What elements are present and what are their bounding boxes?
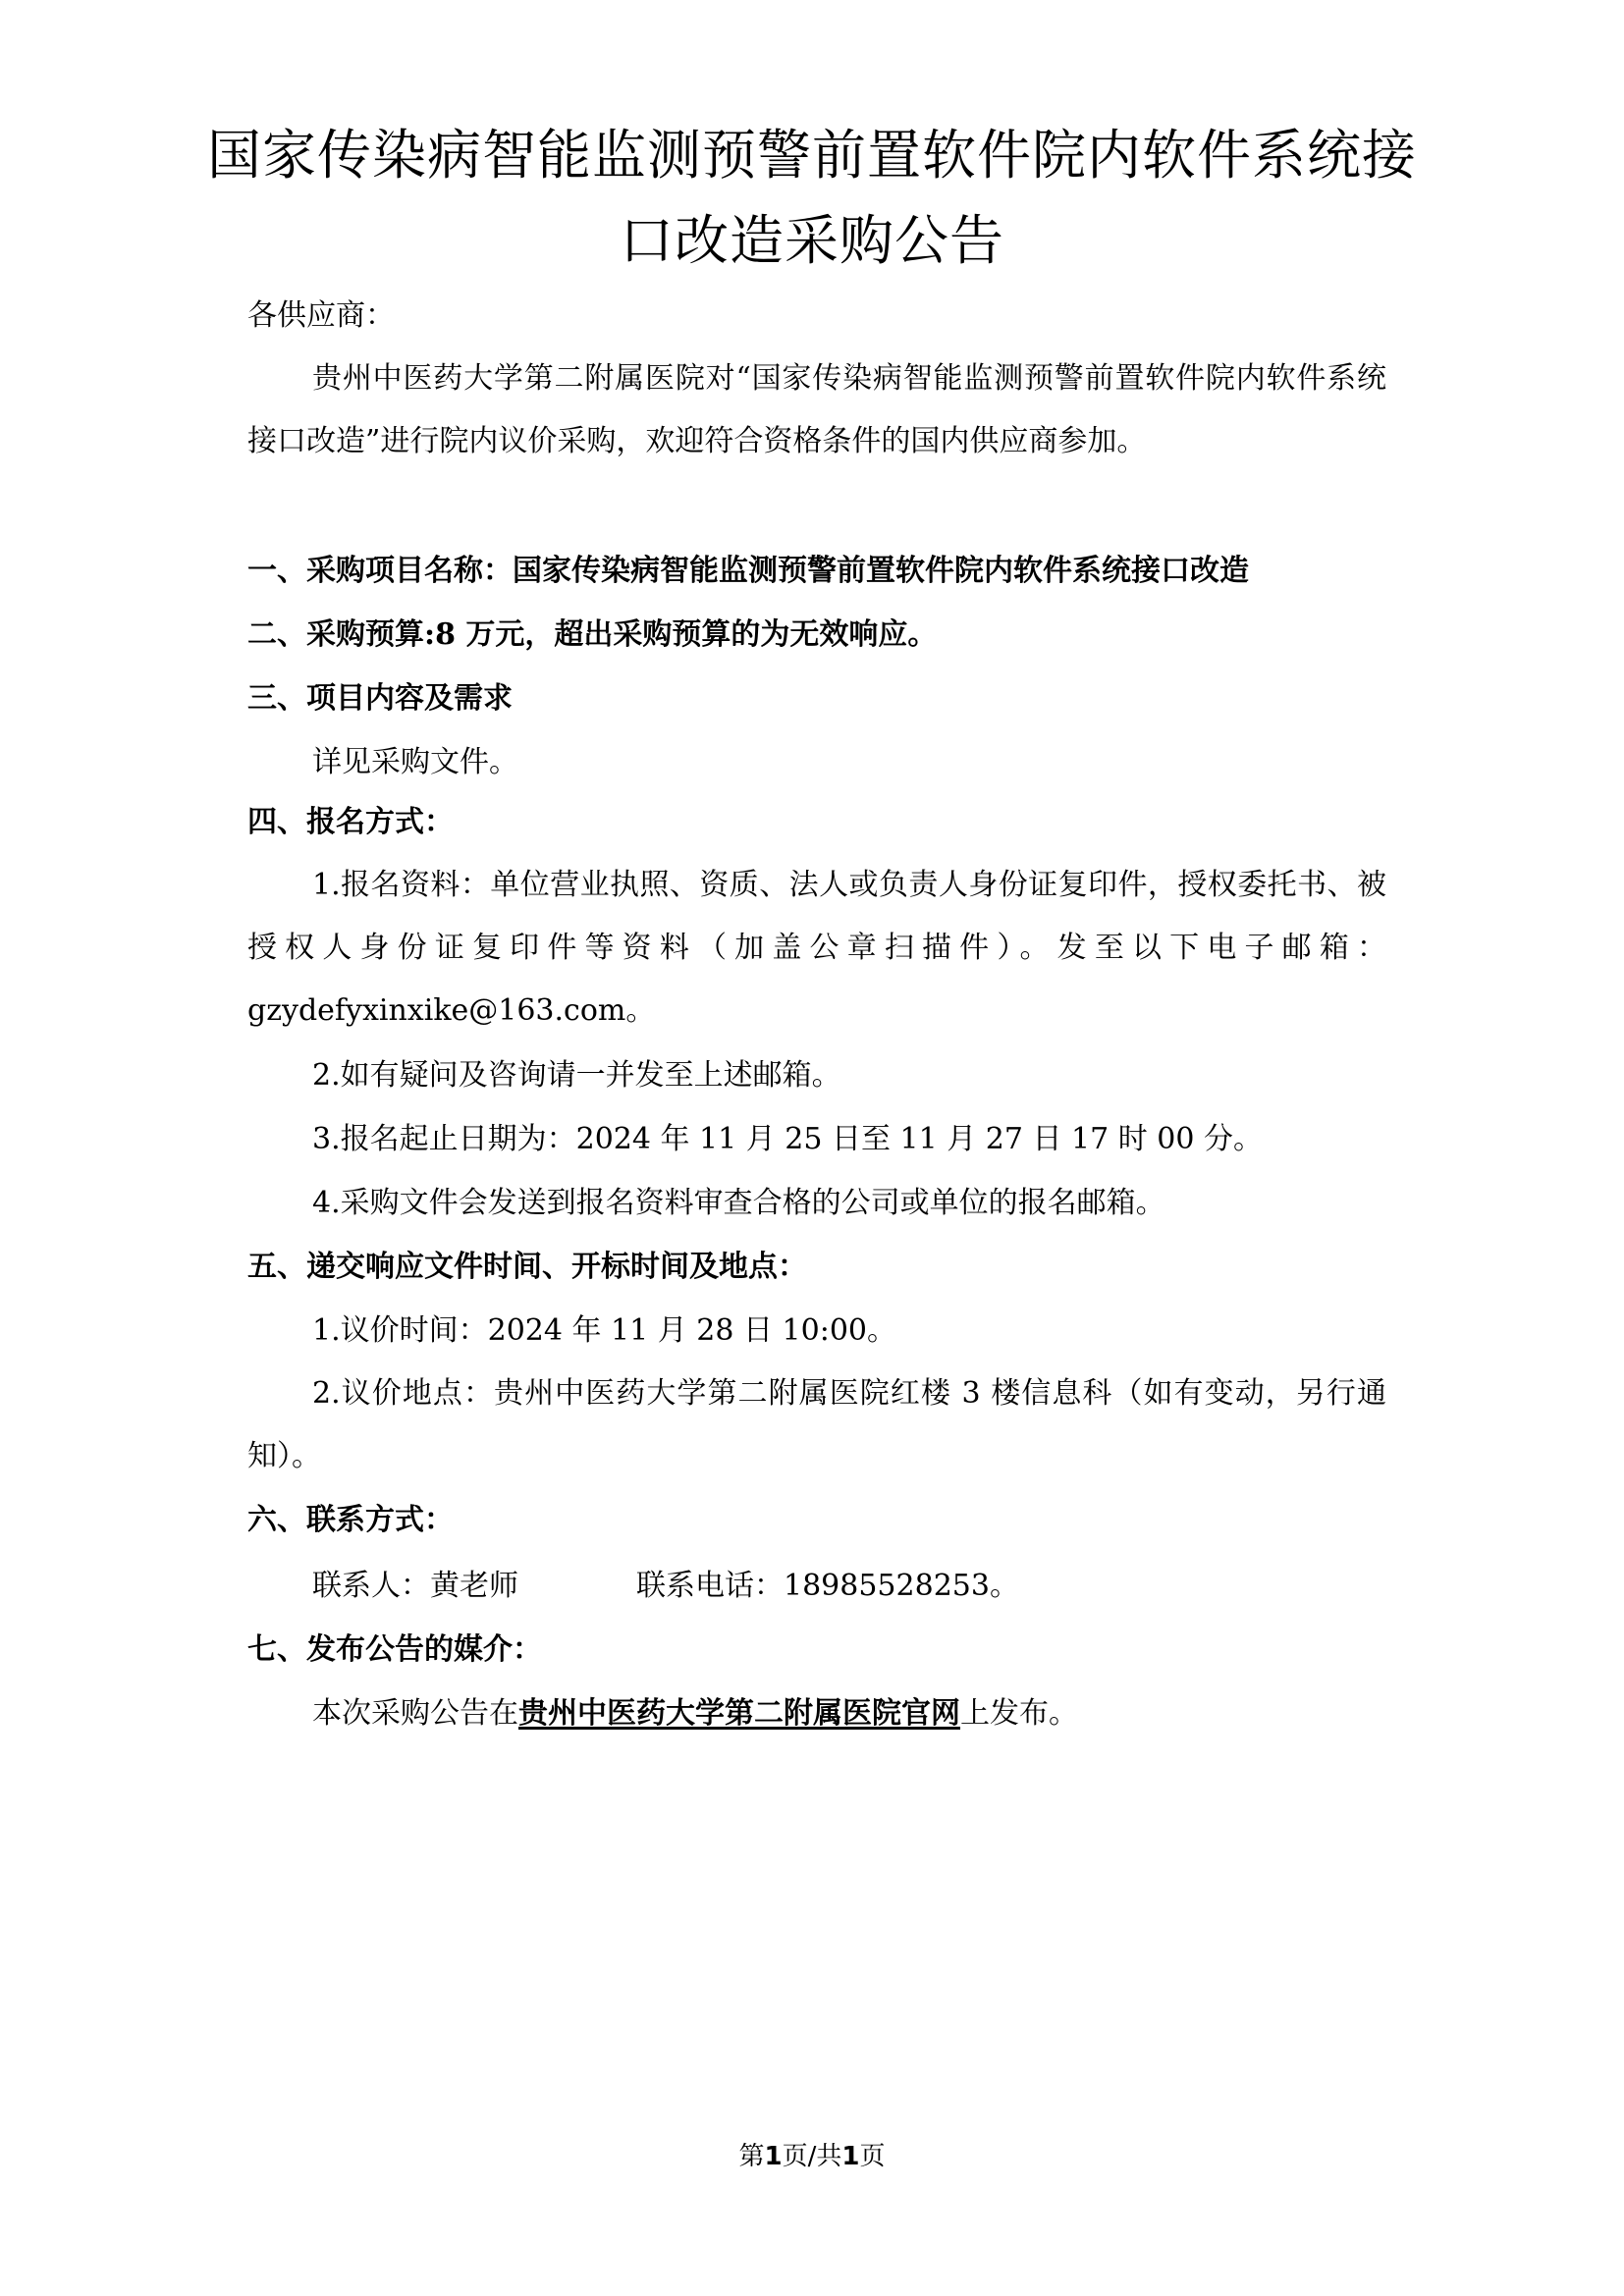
- greeting: 各供应商：: [247, 298, 395, 333]
- media-prefix: 本次采购公告在: [312, 1696, 518, 1731]
- section-4-item-1: 1.报名资料：单位营业执照、资质、法人或负责人身份证复印件，授权委托书、被授权人身份证复印件等资料（加盖公章扫描件）。发至以下电子邮箱：gzydefyxinxike@163.com。: [247, 868, 1386, 1028]
- media-suffix: 上发布。: [960, 1696, 1078, 1731]
- section-5-item-1: 1.议价时间：2024 年 11 月 28 日 10:00。: [312, 1313, 896, 1348]
- page-footer: [0, 2140, 1624, 2173]
- section-4-item-4: 4.采购文件会发送到报名资料审查合格的公司或单位的报名邮箱。: [312, 1186, 1165, 1220]
- footer-prefix: 第: [738, 2142, 765, 2171]
- footer-middle: 页/共: [782, 2142, 842, 2171]
- footer-suffix: 页: [859, 2142, 886, 2171]
- section-6-heading: 六、联系方式：: [247, 1503, 454, 1537]
- section-1-project-name: 一、采购项目名称：国家传染病智能监测预警前置软件院内软件系统接口改造: [247, 554, 1249, 588]
- footer-total-pages: 1: [841, 2142, 860, 2171]
- section-3-body: 详见采购文件。: [312, 745, 518, 779]
- contact-phone: 联系电话：18985528253。: [636, 1569, 1019, 1603]
- section-7-heading: 七、发布公告的媒介：: [247, 1632, 542, 1667]
- hospital-website-link[interactable]: 贵州中医药大学第二附属医院官网: [518, 1696, 960, 1731]
- section-4-item-2: 2.如有疑问及咨询请一并发至上述邮箱。: [312, 1058, 841, 1093]
- section-7-body: [312, 1694, 1078, 1734]
- section-4-heading: 四、报名方式：: [247, 805, 454, 839]
- section-5-heading: 五、递交响应文件时间、开标时间及地点：: [247, 1250, 807, 1284]
- document-title-line-1: 国家传染病智能监测预警前置软件院内软件系统接: [206, 124, 1417, 187]
- intro-paragraph: 贵州中医药大学第二附属医院对“国家传染病智能监测预警前置软件院内软件系统接口改造”进行院内议价采购，欢迎符合资格条件的国内供应商参加。: [247, 361, 1386, 458]
- contact-person: 联系人：黄老师: [312, 1569, 518, 1603]
- section-5-item-2: 2.议价地点：贵州中医药大学第二附属医院红楼 3 楼信息科（如有变动，另行通知）。: [247, 1376, 1386, 1473]
- document-title-line-2: 口改造采购公告: [619, 209, 1004, 272]
- footer-page-number: 1: [764, 2142, 783, 2171]
- section-3-heading: 三、项目内容及需求: [247, 681, 513, 716]
- contact-line: [312, 1567, 1019, 1606]
- section-4-item-3: 3.报名起止日期为：2024 年 11 月 25 日至 11 月 27 日 17 时 00 分。: [312, 1122, 1263, 1156]
- section-2-budget: 二、采购预算:8 万元，超出采购预算的为无效响应。: [247, 617, 938, 652]
